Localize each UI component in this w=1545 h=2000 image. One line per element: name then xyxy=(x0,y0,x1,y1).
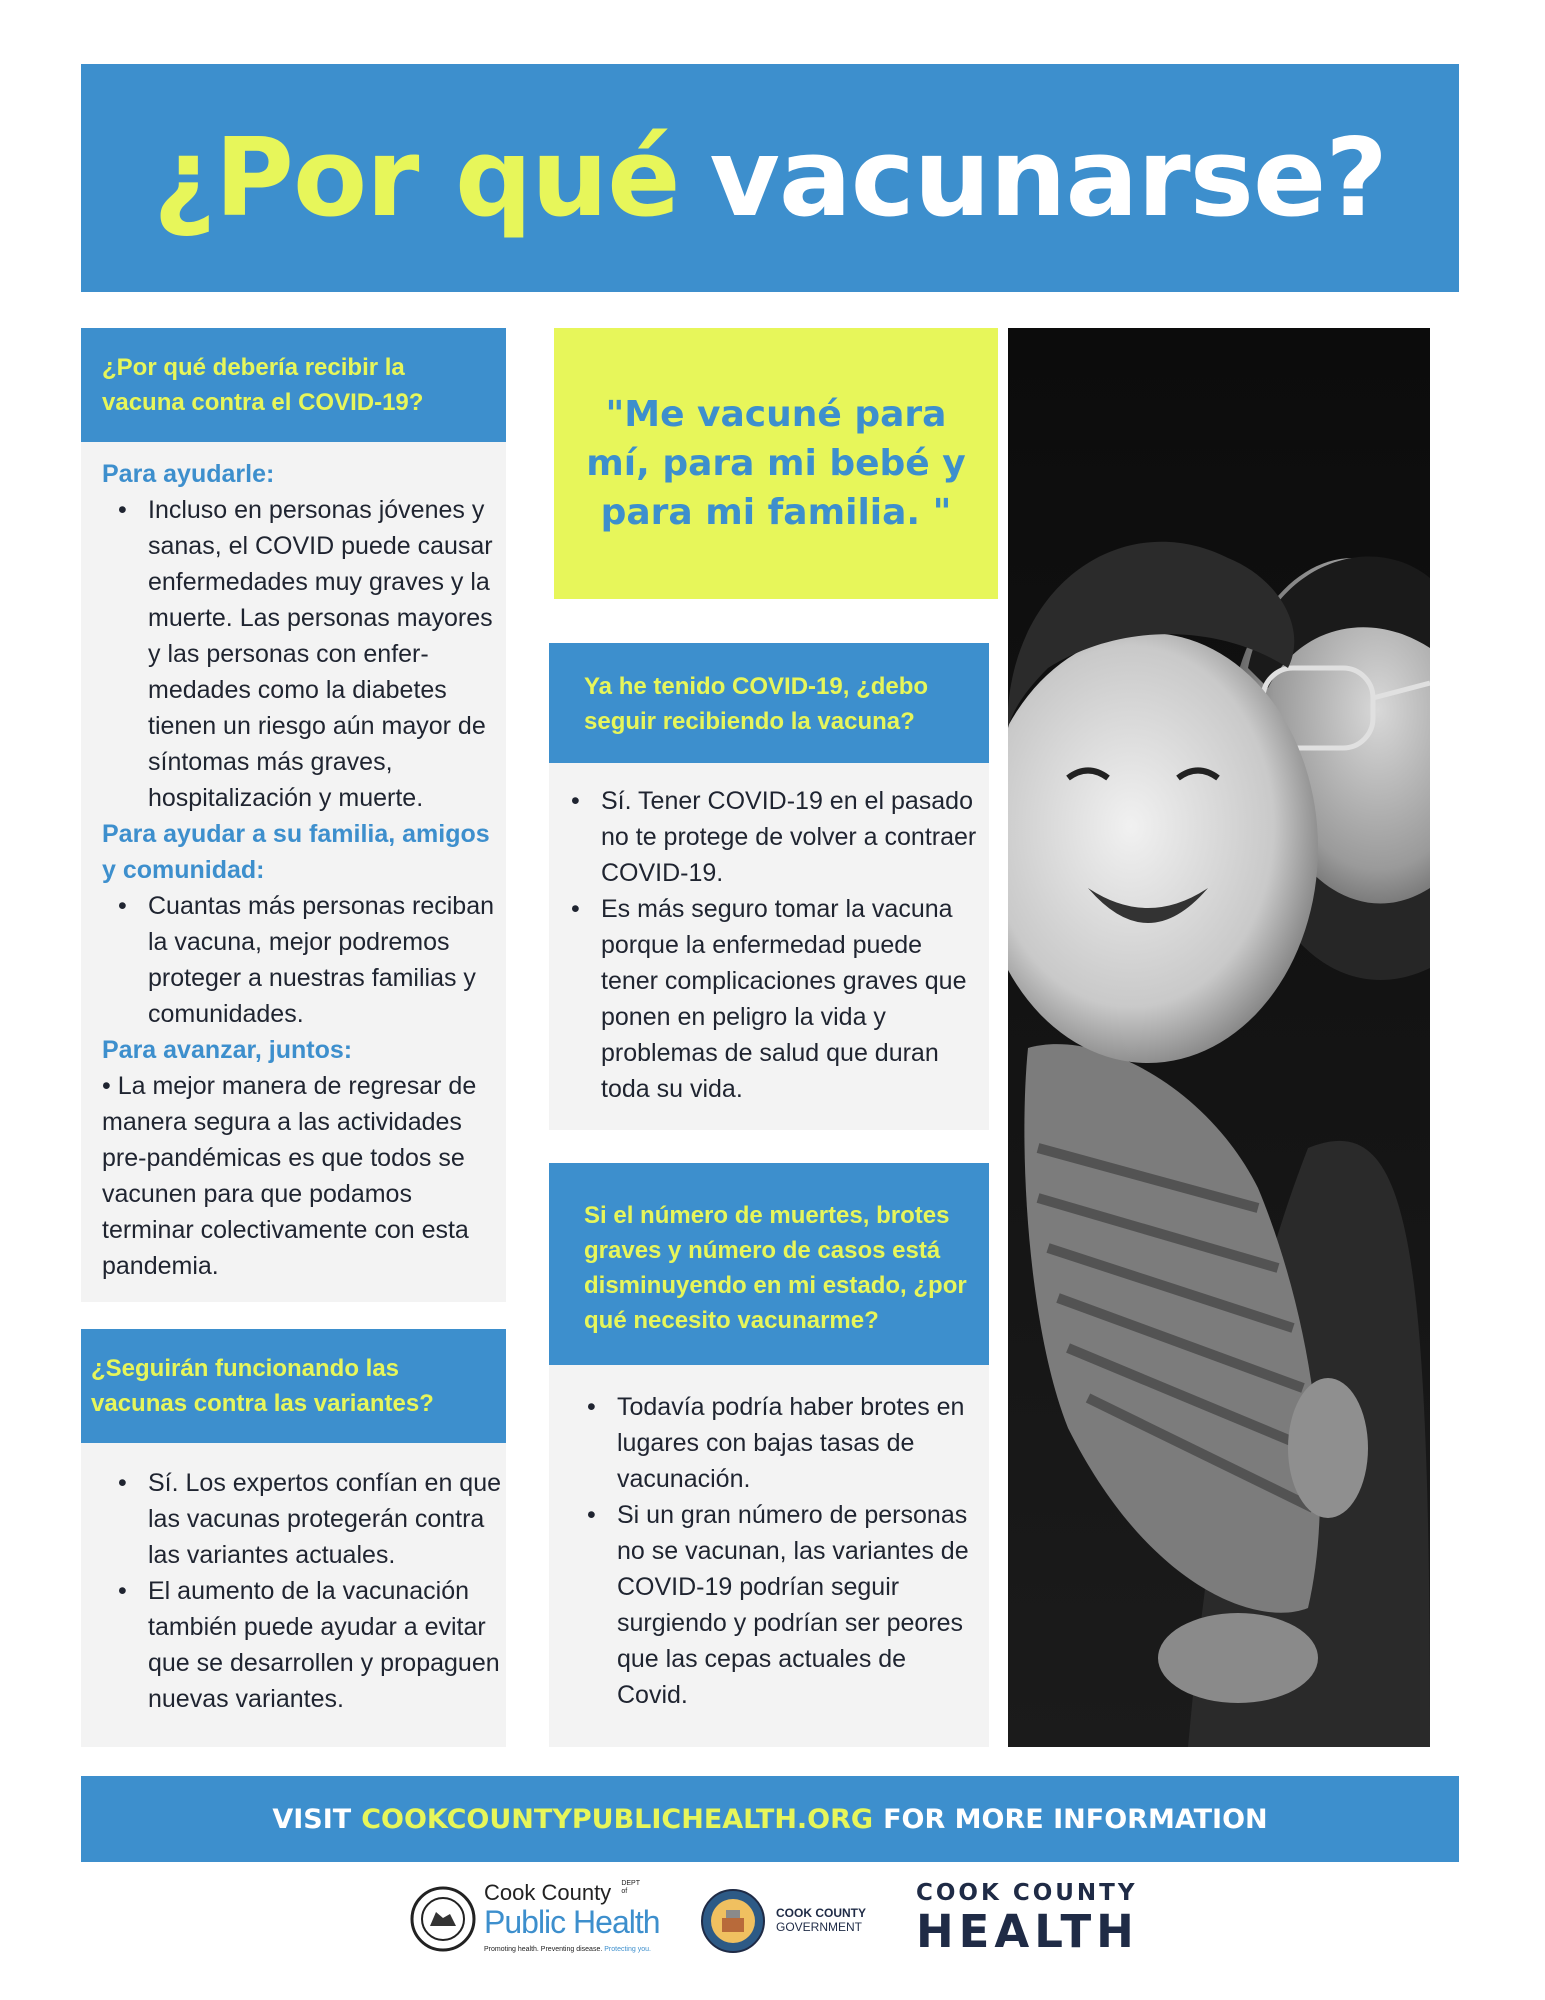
why-together-text: • La mejor manera de regresar de manera segura a las actividades pre-pandémicas es que todos se vacunen para que podamos terminar colectivamente con esta pandemia. xyxy=(102,1072,477,1280)
variants-heading: ¿Seguirán funcionando las vacunas contra las variantes? xyxy=(91,1355,434,1417)
logo-cook-county-health xyxy=(916,1880,1146,1960)
health-line2: HEALTH xyxy=(916,1905,1139,1958)
list-item: • Cuantas más personas reciban la vacuna, mejor podremos proteger a nuestras familias y comunidades. xyxy=(148,888,506,1032)
public-health-line2: Public Health xyxy=(484,1904,660,1940)
title-part-1: ¿Por qué xyxy=(153,115,680,241)
public-health-seal-icon xyxy=(410,1886,476,1952)
list-item: • Incluso en personas jóvenes y sanas, el COVID puede causar enfermedades muy graves y la muerte. Las personas mayores y las personas con enfer-medades como la diabetes tienen un riesgo aún mayor de síntomas más graves, hospitalización y muerte. xyxy=(148,492,506,816)
father-baby-photo xyxy=(1008,328,1430,1747)
list-item: • El aumento de la vacunación también puede ayudar a evitar que se desarrollen y propaguen nuevas variantes. xyxy=(148,1573,506,1717)
list-item: • Si un gran número de personas no se vacunan, las variantes de COVID-19 podrían seguir surgiendo y podrían ser peores que las cepas actuales de Covid. xyxy=(617,1497,979,1713)
footer-url-link[interactable]: COOKCOUNTYPUBLICHEALTH.ORG xyxy=(361,1803,874,1835)
decreasing-body xyxy=(549,1365,989,1747)
decreasing-heading-box xyxy=(549,1163,989,1365)
list-item: • Sí. Tener COVID-19 en el pasado no te protege de volver a contraer COVID-19. xyxy=(601,783,979,891)
health-line1: COOK COUNTY xyxy=(916,1880,1138,1906)
public-health-of: of xyxy=(621,1888,628,1895)
why-sub-help-you: Para ayudarle: xyxy=(102,460,275,488)
why-heading: ¿Por qué debería recibir la vacuna contra el COVID-19? xyxy=(102,354,424,416)
had-covid-heading: Ya he tenido COVID-19, ¿debo seguir recibiendo la vacuna? xyxy=(584,673,929,735)
decreasing-heading: Si el número de muertes, brotes graves y número de casos está disminuyendo en mi estado, ¿por qué necesito vacunarme? xyxy=(584,1202,967,1334)
decreasing-list xyxy=(617,1389,979,1713)
list-item: • Es más seguro tomar la vacuna porque la enfermedad puede tener complicaciones graves que ponen en peligro la vida y problemas de salud que duran toda su vida. xyxy=(601,891,979,1107)
page-title xyxy=(81,64,1459,292)
why-body xyxy=(81,442,506,1302)
had-covid-heading-box xyxy=(549,643,989,763)
list-item: • Sí. Los expertos confían en que las vacunas protegerán contra las variantes actuales. xyxy=(148,1465,506,1573)
footer-visit: VISIT xyxy=(272,1803,352,1835)
variants-body xyxy=(81,1443,506,1747)
why-sub-together: Para avanzar, juntos: xyxy=(102,1036,353,1064)
public-health-tagline-blue: Protecting you. xyxy=(604,1946,651,1953)
government-line1: COOK COUNTY xyxy=(776,1906,866,1920)
footer-banner xyxy=(81,1776,1459,1862)
had-covid-body xyxy=(549,763,989,1130)
title-banner xyxy=(81,64,1459,292)
logo-cook-county-public-health xyxy=(410,1880,672,1960)
title-part-2: vacunarse? xyxy=(709,115,1387,241)
why-family-list xyxy=(148,888,506,1032)
had-covid-list xyxy=(601,783,979,1107)
logo-cook-county-government xyxy=(700,1888,900,1958)
quote-text: "Me vacuné para mí, para mi bebé y para mi familia. " xyxy=(586,394,966,533)
public-health-line1: Cook County xyxy=(484,1880,612,1905)
list-item: • Todavía podría haber brotes en lugares con bajas tasas de vacunación. xyxy=(617,1389,979,1497)
variants-list xyxy=(148,1465,506,1717)
quote-box xyxy=(554,328,998,599)
government-seal-icon xyxy=(700,1888,766,1954)
why-help-you-list xyxy=(148,492,506,816)
public-health-tagline: Promoting health. Preventing disease. xyxy=(484,1946,603,1953)
footer-more-info: FOR MORE INFORMATION xyxy=(883,1803,1268,1835)
why-heading-box xyxy=(81,328,506,442)
photo-illustration xyxy=(1008,328,1430,1747)
government-line2: GOVERNMENT xyxy=(776,1920,863,1934)
why-sub-family: Para ayudar a su familia, amigos y comunidad: xyxy=(102,820,490,884)
public-health-dept: DEPT xyxy=(621,1880,640,1887)
variants-heading-box xyxy=(81,1329,506,1443)
